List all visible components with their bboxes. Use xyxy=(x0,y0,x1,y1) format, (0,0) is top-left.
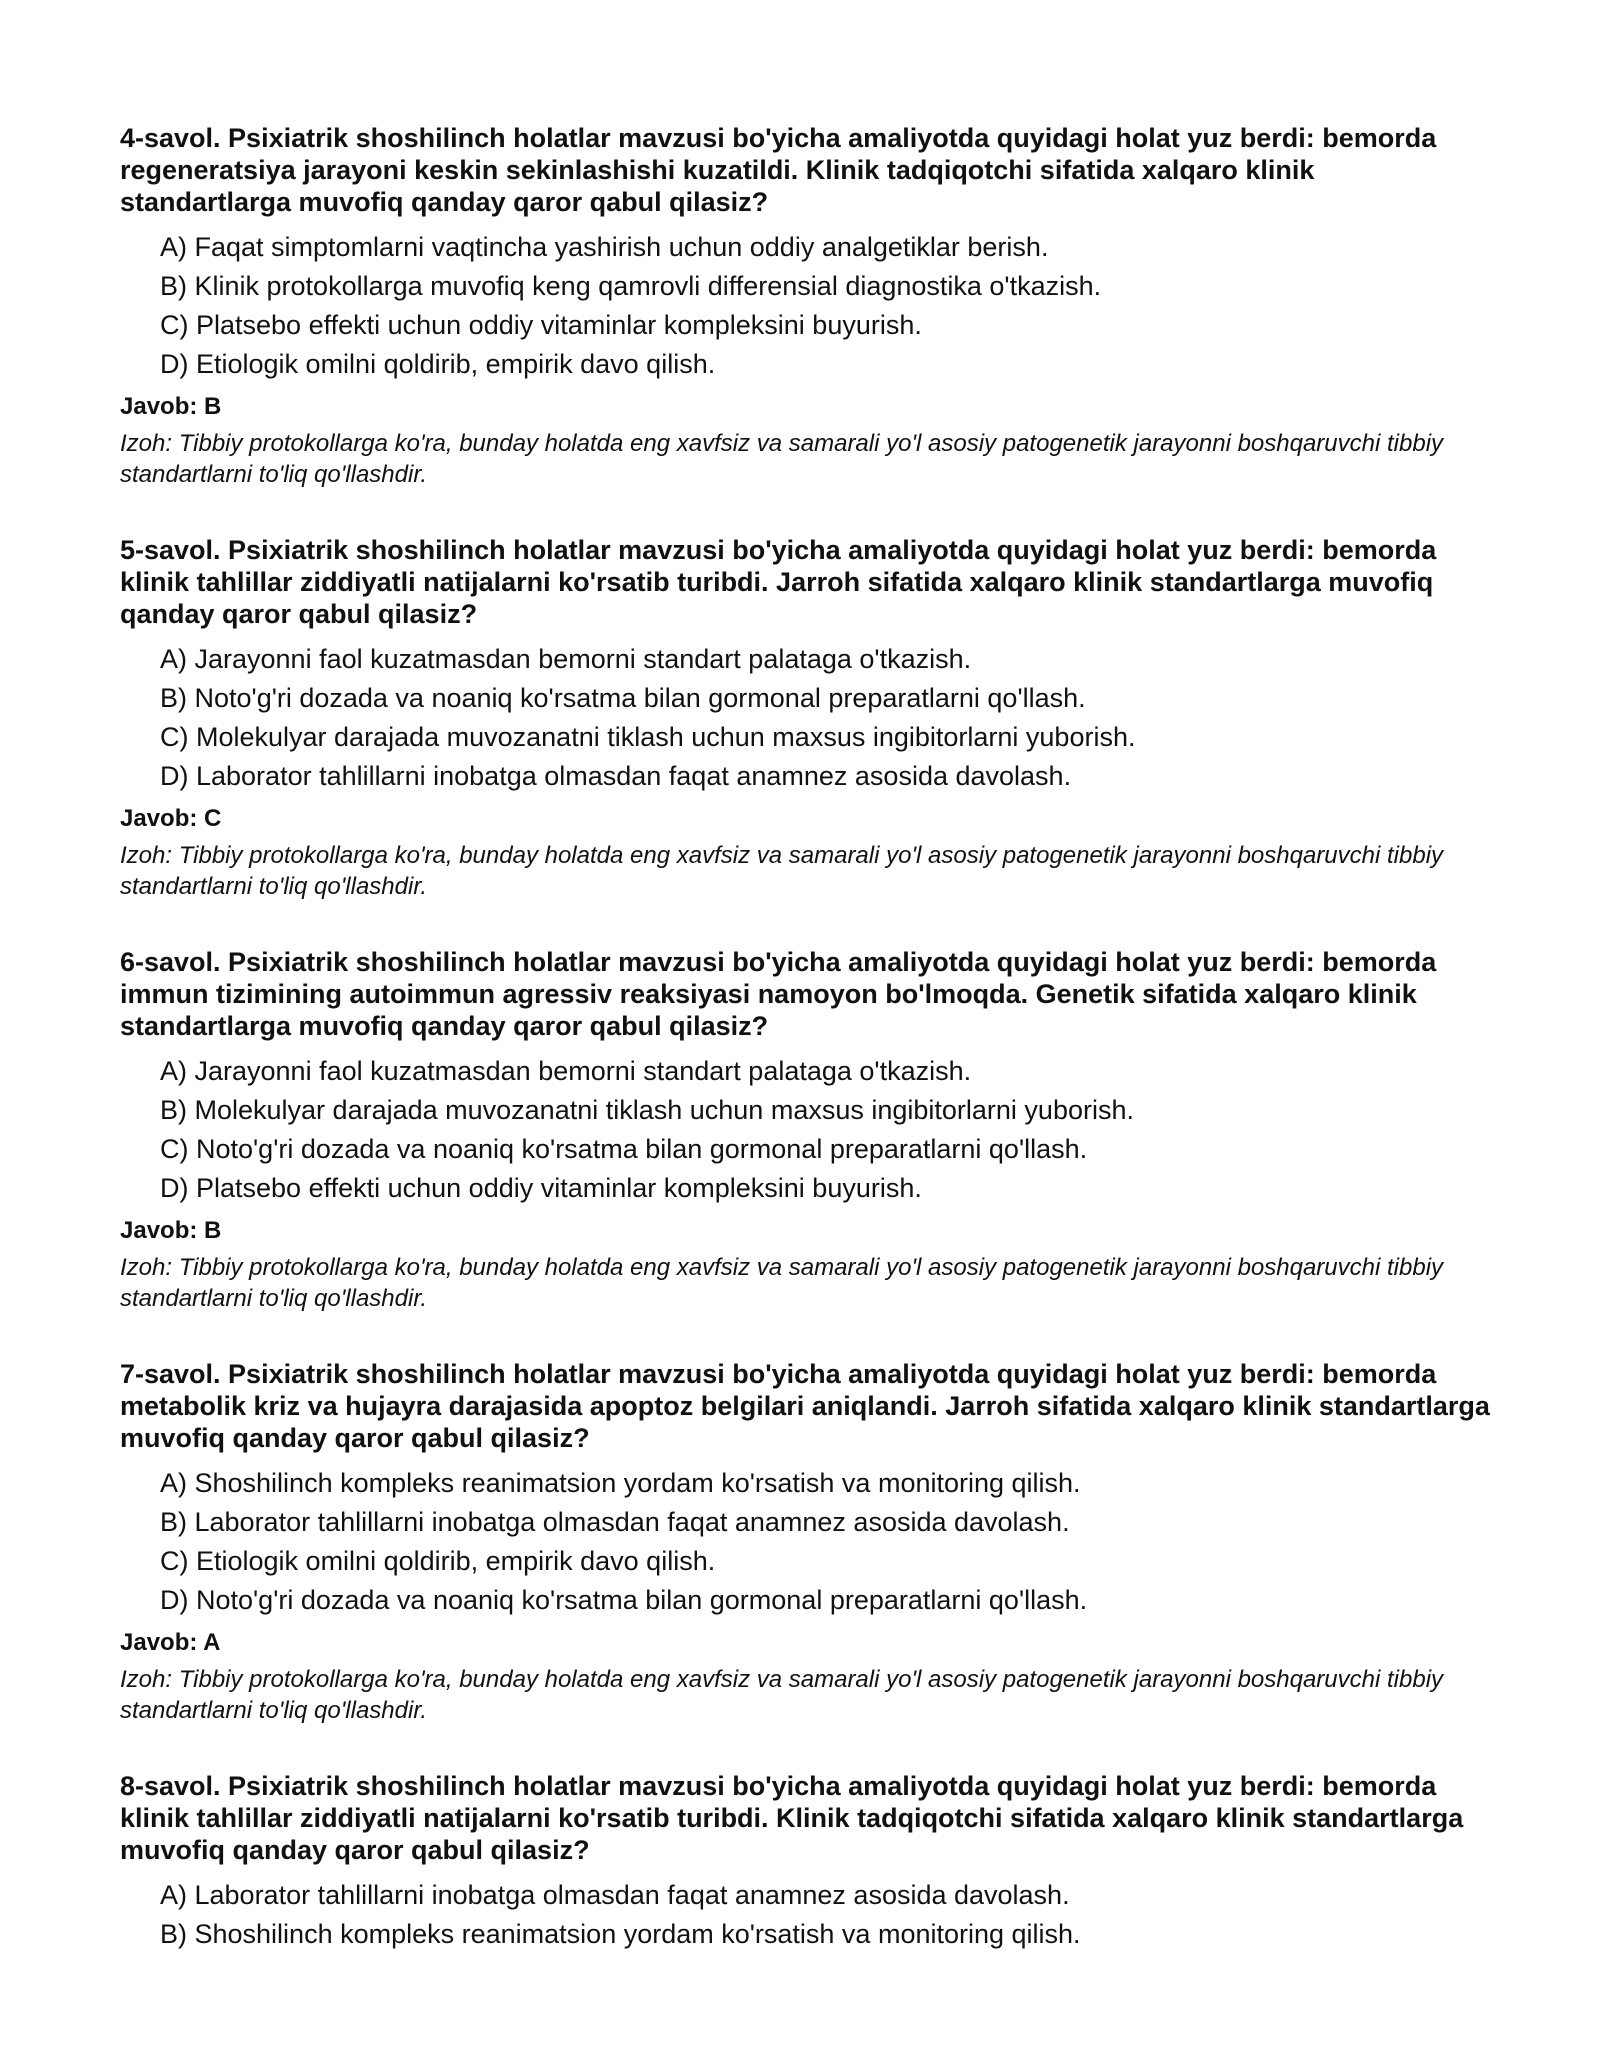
answer: Javob: B xyxy=(120,393,222,420)
option-c: C) Etiologik omilni qoldirib, empirik davo qilish. xyxy=(160,1546,716,1576)
option-c: C) Noto'g'ri dozada va noaniq ko'rsatma bilan gormonal preparatlarni qo'llash. xyxy=(160,1134,1088,1164)
options-list xyxy=(120,1052,1490,1208)
options-list xyxy=(120,640,1490,796)
document-page xyxy=(120,122,1490,1998)
question-6 xyxy=(120,946,1490,1314)
explanation-note: Izoh: Tibbiy protokollarga ko'ra, bunday holatda eng xavfsiz va samarali yo'l asosiy patogenetik jarayonni boshqaruvchi tibbiy standartlarni to'liq qo'llashdir. xyxy=(120,842,1444,900)
question-title: 4-savol. Psixiatrik shoshilinch holatlar mavzusi bo'yicha amaliyotda quyidagi holat yuz berdi: bemorda regeneratsiya jarayoni keskin sekinlashishi kuzatildi. Klinik tadqiqotchi sifatida xalqaro klinik standartlarga muvofiq qanday qaror qabul qilasiz? xyxy=(120,123,1437,217)
question-5 xyxy=(120,534,1490,902)
question-4 xyxy=(120,122,1490,490)
options-list xyxy=(120,228,1490,384)
answer: Javob: B xyxy=(120,1217,222,1244)
answer: Javob: A xyxy=(120,1629,221,1656)
answer: Javob: C xyxy=(120,805,222,832)
option-a: A) Laborator tahlillarni inobatga olmasdan faqat anamnez asosida davolash. xyxy=(160,1880,1070,1910)
question-title: 6-savol. Psixiatrik shoshilinch holatlar mavzusi bo'yicha amaliyotda quyidagi holat yuz berdi: bemorda immun tizimining autoimmun agressiv reaksiyasi namoyon bo'lmoqda. Genetik sifatida xalqaro klinik standartlarga muvofiq qanday qaror qabul qilasiz? xyxy=(120,947,1437,1041)
option-b: B) Laborator tahlillarni inobatga olmasdan faqat anamnez asosida davolash. xyxy=(160,1507,1070,1537)
question-title: 7-savol. Psixiatrik shoshilinch holatlar mavzusi bo'yicha amaliyotda quyidagi holat yuz berdi: bemorda metabolik kriz va hujayra darajasida apoptoz belgilari aniqlandi. Jarroh sifatida xalqaro klinik standartlarga muvofiq qanday qaror qabul qilasiz? xyxy=(120,1359,1490,1453)
option-b: B) Molekulyar darajada muvozanatni tiklash uchun maxsus ingibitorlarni yuborish. xyxy=(160,1095,1134,1125)
options-list xyxy=(120,1464,1490,1620)
option-a: A) Jarayonni faol kuzatmasdan bemorni standart palataga o'tkazish. xyxy=(160,1056,972,1086)
option-a: A) Faqat simptomlarni vaqtincha yashirish uchun oddiy analgetiklar berish. xyxy=(160,232,1049,262)
explanation-note: Izoh: Tibbiy protokollarga ko'ra, bunday holatda eng xavfsiz va samarali yo'l asosiy patogenetik jarayonni boshqaruvchi tibbiy standartlarni to'liq qo'llashdir. xyxy=(120,1254,1444,1312)
question-title: 5-savol. Psixiatrik shoshilinch holatlar mavzusi bo'yicha amaliyotda quyidagi holat yuz berdi: bemorda klinik tahlillar ziddiyatli natijalarni ko'rsatib turibdi. Jarroh sifatida xalqaro klinik standartlarga muvofiq qanday qaror qabul qilasiz? xyxy=(120,535,1437,629)
option-c: C) Platsebo effekti uchun oddiy vitaminlar kompleksini buyurish. xyxy=(160,310,922,340)
option-b: B) Klinik protokollarga muvofiq keng qamrovli differensial diagnostika o'tkazish. xyxy=(160,271,1102,301)
option-a: A) Jarayonni faol kuzatmasdan bemorni standart palataga o'tkazish. xyxy=(160,644,972,674)
question-title: 8-savol. Psixiatrik shoshilinch holatlar mavzusi bo'yicha amaliyotda quyidagi holat yuz berdi: bemorda klinik tahlillar ziddiyatli natijalarni ko'rsatib turibdi. Klinik tadqiqotchi sifatida xalqaro klinik standartlarga muvofiq qanday qaror qabul qilasiz? xyxy=(120,1771,1464,1865)
option-c: C) Molekulyar darajada muvozanatni tiklash uchun maxsus ingibitorlarni yuborish. xyxy=(160,722,1136,752)
option-d: D) Noto'g'ri dozada va noaniq ko'rsatma bilan gormonal preparatlarni qo'llash. xyxy=(160,1585,1088,1615)
options-list xyxy=(120,1876,1490,1954)
explanation-note: Izoh: Tibbiy protokollarga ko'ra, bunday holatda eng xavfsiz va samarali yo'l asosiy patogenetik jarayonni boshqaruvchi tibbiy standartlarni to'liq qo'llashdir. xyxy=(120,1666,1444,1724)
question-8 xyxy=(120,1770,1490,1954)
option-d: D) Etiologik omilni qoldirib, empirik davo qilish. xyxy=(160,349,716,379)
option-d: D) Platsebo effekti uchun oddiy vitaminlar kompleksini buyurish. xyxy=(160,1173,922,1203)
option-d: D) Laborator tahlillarni inobatga olmasdan faqat anamnez asosida davolash. xyxy=(160,761,1072,791)
option-b: B) Shoshilinch kompleks reanimatsion yordam ko'rsatish va monitoring qilish. xyxy=(160,1919,1081,1949)
question-7 xyxy=(120,1358,1490,1726)
option-a: A) Shoshilinch kompleks reanimatsion yordam ko'rsatish va monitoring qilish. xyxy=(160,1468,1081,1498)
explanation-note: Izoh: Tibbiy protokollarga ko'ra, bunday holatda eng xavfsiz va samarali yo'l asosiy patogenetik jarayonni boshqaruvchi tibbiy standartlarni to'liq qo'llashdir. xyxy=(120,430,1444,488)
option-b: B) Noto'g'ri dozada va noaniq ko'rsatma bilan gormonal preparatlarni qo'llash. xyxy=(160,683,1086,713)
